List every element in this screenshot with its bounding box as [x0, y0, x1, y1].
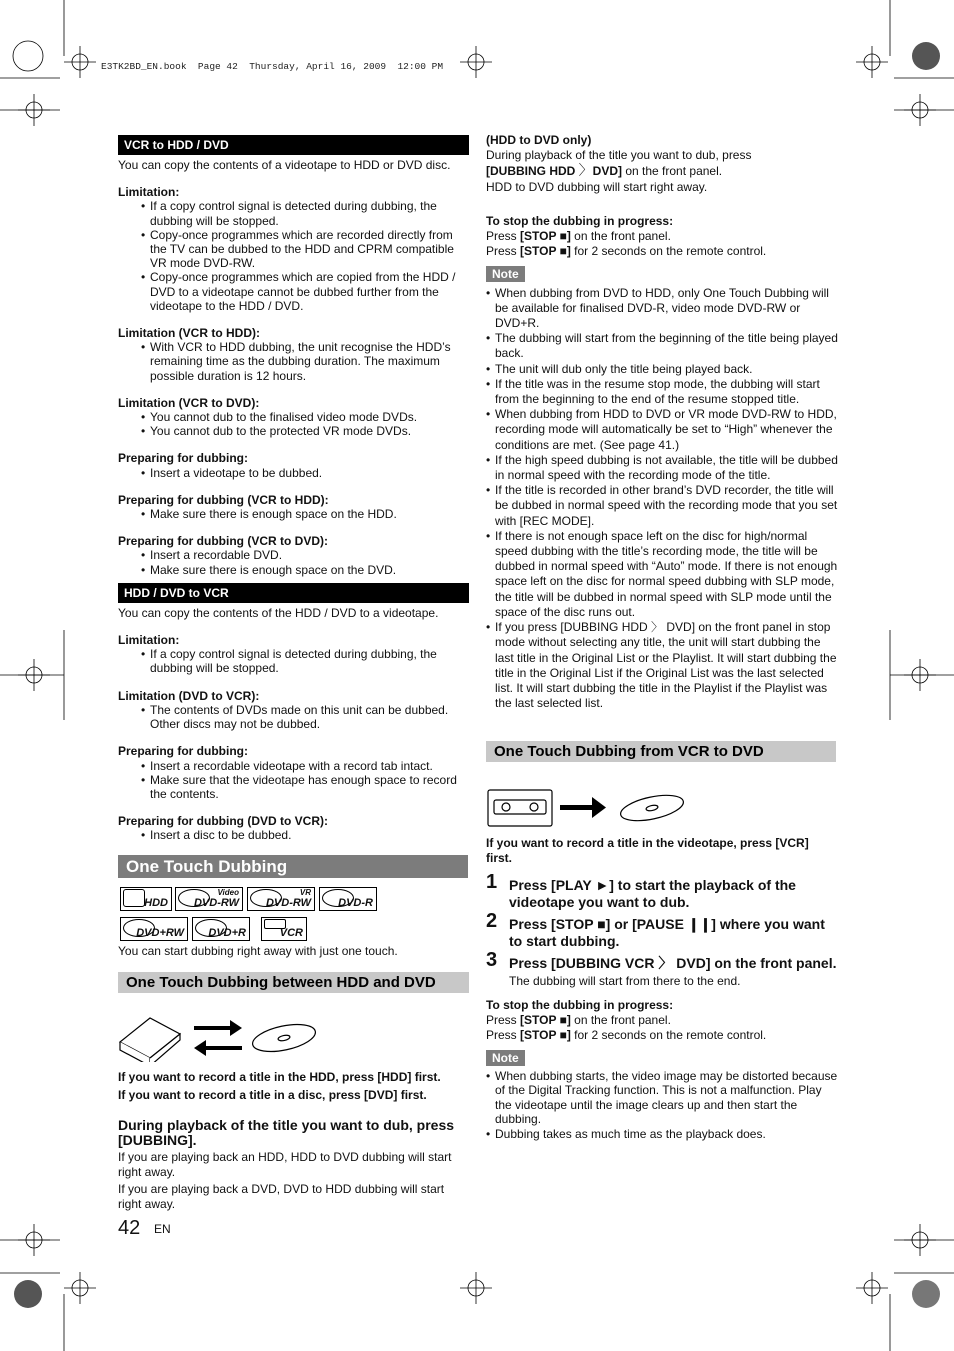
- step-text: Press [STOP ■] or [PAUSE ❙❙] where you want to start dubbing.: [509, 916, 825, 949]
- list-item: • When dubbing from HDD to DVD or VR mode DVD-RW to HDD, recording mode will automatically be set to “High” whenever the conditions are met. (See page 41.): [495, 407, 838, 453]
- step-text: Press [PLAY ►] to start the playback of the videotape you want to dub.: [509, 877, 796, 910]
- section-heading-hdd-dvd: One Touch Dubbing between HDD and DVD: [118, 972, 469, 993]
- section-heading: HDD / DVD to VCR: [118, 583, 469, 603]
- bullet-list: [118, 507, 469, 521]
- list-item: • Dubbing takes as much time as the playback does.: [495, 1127, 838, 1141]
- media-badge-hdd: HDD: [120, 887, 172, 911]
- page-language: EN: [154, 1222, 171, 1236]
- step-sub-text: The dubbing will start from there to the end.: [509, 974, 741, 988]
- list-item: • If the high speed dubbing is not available, the title will be dubbed in normal speed with the recording mode of the title.: [495, 453, 838, 483]
- label: To stop the dubbing in progress:: [486, 998, 674, 1012]
- label: Preparing for dubbing (DVD to VCR):: [118, 814, 328, 829]
- paragraph: Press [STOP ■] for 2 seconds on the remote control.: [486, 244, 767, 259]
- list-item: • Make sure that the videotape has enough space to record the contents.: [150, 773, 469, 801]
- note-badge: Note: [486, 266, 525, 282]
- list-item: • When dubbing starts, the video image may be distorted because of the Digital Tracking function. This is not a malfunction. Play the videotape until the image clears up and then start the dubbing.: [495, 1069, 838, 1127]
- section-heading-vcr-dvd: One Touch Dubbing from VCR to DVD: [486, 741, 836, 762]
- bullet-list: [118, 703, 469, 731]
- paragraph: If you are playing back a DVD, DVD to HDD dubbing will start right away.: [118, 1182, 445, 1211]
- note-list: [486, 1069, 838, 1141]
- list-item: • If the title is recorded in other brand’s DVD recorder, the title will be dubbed in normal speed with the recording mode that you set with [REC MODE].: [495, 483, 838, 529]
- paragraph: Press [STOP ■] on the front panel.: [486, 1013, 671, 1027]
- media-badge-dvd-rw-video: Video DVD-RW: [175, 887, 243, 911]
- list-item: • Insert a recordable videotape with a record tab intact.: [150, 759, 469, 773]
- step-2: [486, 910, 838, 950]
- step-number: 3: [486, 949, 498, 971]
- label: (HDD to DVD only): [486, 133, 592, 147]
- bullet-list: [118, 340, 469, 383]
- list-item: • Insert a recordable DVD.: [150, 548, 469, 562]
- instruction-line: If you want to record a title in the HDD, press [HDD] first.: [118, 1070, 441, 1084]
- vcr-dvd-illustration: [486, 788, 686, 830]
- list-item: • With VCR to HDD dubbing, the unit recognise the HDD’s remaining time as the dubbing duration. The maximum possible duration is 12 hours.: [150, 340, 469, 383]
- arrow-right-icon: [560, 797, 606, 818]
- hdd-dvd-illustration: [118, 1012, 318, 1062]
- vcr-dvd-instructions: [486, 836, 838, 1141]
- bullet-list: [118, 548, 469, 576]
- bullet-list: [118, 466, 469, 480]
- hdd-icon: [120, 1018, 180, 1062]
- list-item: • If the title was in the resume stop mode, the dubbing will start from the beginning to the end of the resume stopped title.: [495, 377, 838, 407]
- videotape-icon: [488, 790, 552, 826]
- list-item: • Insert a videotape to be dubbed.: [150, 466, 469, 480]
- list-item: • The unit will dub only the title being played back.: [495, 362, 838, 377]
- list-item: • Insert a disc to be dubbed.: [150, 828, 469, 842]
- note-badge: Note: [486, 1050, 525, 1066]
- label: Preparing for dubbing:: [118, 451, 248, 466]
- paragraph: You can start dubbing right away with just one touch.: [118, 944, 398, 958]
- list-item: • If a copy control signal is detected during dubbing, the dubbing will be stopped.: [150, 199, 469, 227]
- step-text: Press [DUBBING VCR 〉 DVD] on the front panel.: [509, 955, 837, 971]
- step-1: [486, 871, 838, 911]
- media-badge-dvd-rw-vr: VR DVD-RW: [247, 887, 315, 911]
- media-badge-dvd-plus-rw: DVD+RW: [120, 917, 188, 941]
- step-number: 2: [486, 910, 498, 932]
- list-item: • If you press [DUBBING HDD 〉 DVD] on the front panel in stop mode without selecting any title, the unit will start dubbing the last title in the Original List or the Playlist. It will start dubbing the title in the Original List if the Original List was the last selected list. It will start dubbing the title in the Playlist if the Playlist was the last selected list.: [495, 620, 838, 711]
- page-number: 42: [118, 1217, 141, 1239]
- chevron-right-icon: 〉: [578, 162, 593, 179]
- label: To stop the dubbing in progress:: [486, 213, 674, 228]
- label: Limitation:: [118, 633, 180, 648]
- bullet-list: [118, 828, 469, 842]
- dubbing-instruction: During playback of the title you want to dub, press [DUBBING].: [118, 1117, 455, 1148]
- left-column: [118, 135, 469, 843]
- paragraph: You can copy the contents of the HDD / DVD to a videotape.: [118, 605, 439, 620]
- list-item: • The contents of DVDs made on this unit can be dubbed. Other discs may not be dubbed.: [150, 703, 469, 731]
- list-item: • When dubbing from DVD to HDD, only One Touch Dubbing will be available for finalised DVD-R, video mode DVD-RW or DVD+R.: [495, 286, 838, 332]
- label: Preparing for dubbing (VCR to DVD):: [118, 534, 328, 549]
- list-item: • You cannot dub to the finalised video mode DVDs.: [150, 410, 469, 424]
- label: Preparing for dubbing:: [118, 744, 248, 759]
- step-3: [486, 949, 838, 972]
- right-column: [486, 133, 838, 711]
- intro-line: If you want to record a title in the videotape, press [VCR] first.: [486, 836, 809, 865]
- list-item: • Copy-once programmes which are copied from the HDD / DVD to a videotape cannot be dubbed further from the videotape to the HDD / DVD.: [150, 270, 469, 313]
- list-item: • Make sure there is enough space on the DVD.: [150, 563, 469, 577]
- hdd-icon: [123, 889, 145, 907]
- list-item: • Make sure there is enough space on the HDD.: [150, 507, 469, 521]
- paragraph: If you are playing back an HDD, HDD to DVD dubbing will start right away.: [118, 1150, 452, 1179]
- paragraph: You can copy the contents of a videotape to HDD or DVD disc.: [118, 158, 451, 172]
- paragraph: HDD to DVD dubbing will start right away.: [486, 179, 708, 194]
- disc-icon: [250, 1020, 318, 1057]
- paragraph: Press [STOP ■] for 2 seconds on the remote control.: [486, 1028, 767, 1042]
- section-title-one-touch-dubbing: One Touch Dubbing: [118, 855, 468, 878]
- bullet-list: [118, 647, 469, 675]
- file-header: E3TK2BD_EN.book Page 42 Thursday, April 16, 2009 12:00 PM: [101, 61, 444, 72]
- media-badge-vcr: VCR: [261, 917, 307, 941]
- instruction-line: If you want to record a title in a disc, press [DVD] first.: [118, 1088, 427, 1102]
- list-item: • You cannot dub to the protected VR mode DVDs.: [150, 424, 469, 438]
- paragraph: During playback of the title you want to dub, press: [486, 148, 752, 163]
- label: Limitation (VCR to DVD):: [118, 395, 260, 410]
- paragraph: [DUBBING HDD 〉DVD] on the front panel.: [486, 162, 723, 179]
- media-badge-dvd-plus-r: DVD+R: [192, 917, 250, 941]
- paragraph: Press [STOP ■] on the front panel.: [486, 229, 671, 244]
- label: Limitation:: [118, 185, 180, 200]
- media-badge-dvd-r: DVD-R: [319, 887, 377, 911]
- label: Limitation (VCR to HDD):: [118, 326, 260, 341]
- list-item: • If a copy control signal is detected during dubbing, the dubbing will be stopped.: [150, 647, 469, 675]
- bullet-list: [118, 759, 469, 802]
- swap-arrows-icon: [194, 1020, 242, 1056]
- label: Preparing for dubbing (VCR to HDD):: [118, 492, 329, 507]
- disc-icon: [618, 791, 685, 826]
- bullet-list: [118, 410, 469, 438]
- list-item: • The dubbing will start from the beginning of the title being played back.: [495, 331, 838, 361]
- section-heading: VCR to HDD / DVD: [118, 135, 469, 155]
- step-number: 1: [486, 871, 498, 893]
- bullet-list: [118, 199, 469, 313]
- list-item: • If there is not enough space left on the disc for high/normal speed dubbing with the title’s recording mode, the title will be dubbed in normal speed with “Auto” mode. If there is not enough space left on the disc for normal speed dubbing with SLP mode, the title will be dubbed in normal speed with SLP mode until the space of the disc runs out.: [495, 529, 838, 620]
- note-list: [486, 286, 838, 712]
- list-item: • Copy-once programmes which are recorded directly from the TV can be dubbed to the HDD and CPRM compatible VR mode DVD-RW.: [150, 228, 469, 271]
- hdd-dvd-instructions: [118, 1068, 470, 1212]
- label: Limitation (DVD to VCR):: [118, 688, 260, 703]
